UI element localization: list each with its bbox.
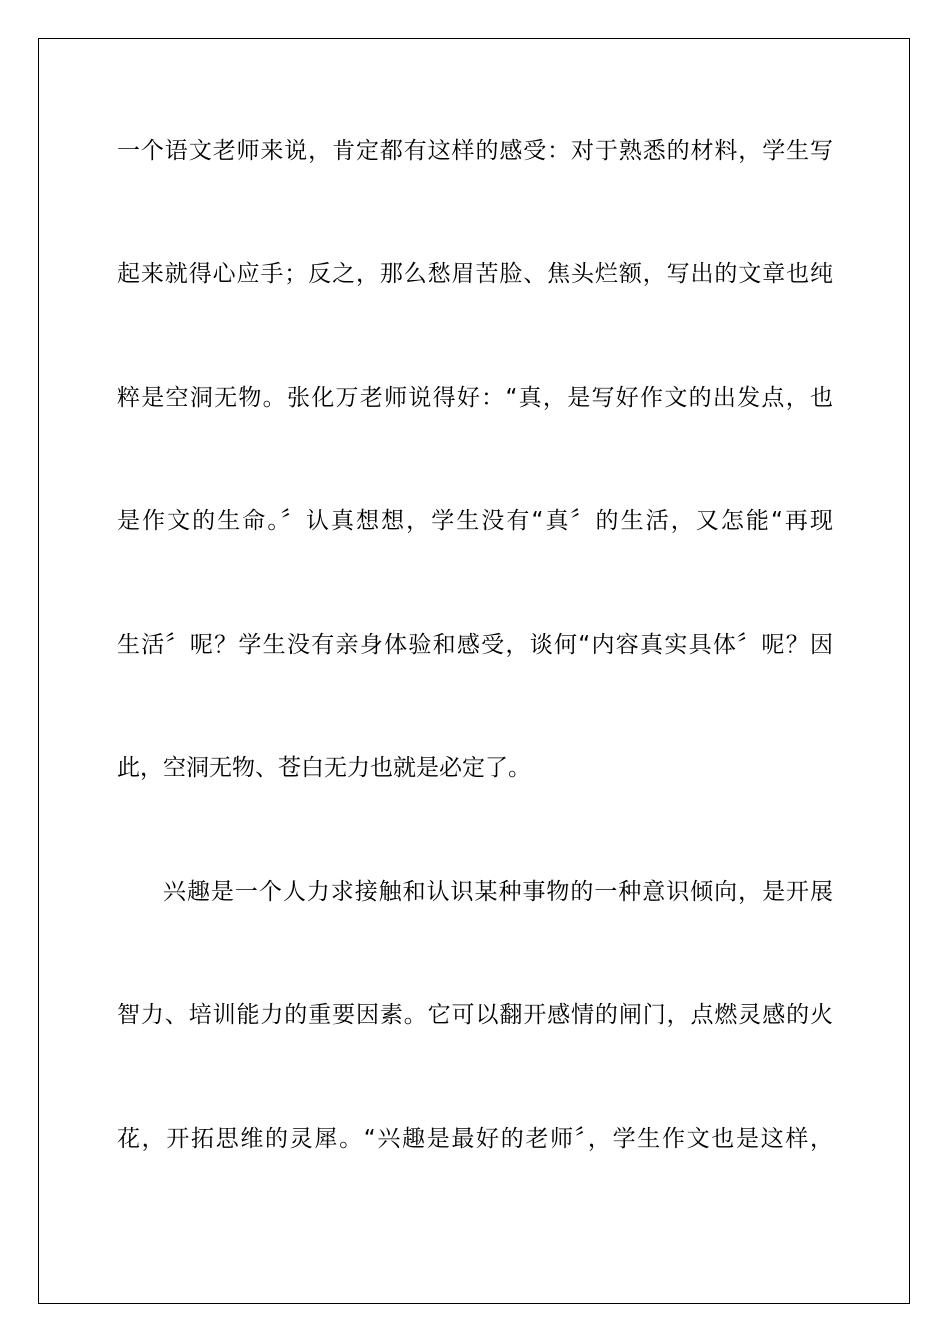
text-line-4: 是作文的生命。〞认真想想，学生没有“真〞的生活，又怎能“再现 [117, 508, 833, 534]
text-line-6: 此，空洞无物、苍白无力也就是必定了。 [117, 755, 531, 781]
text-line-3: 粹是空洞无物。张化万老师说得好：“真，是写好作文的出发点，也 [117, 385, 833, 411]
text-line-2: 起来就得心应手；反之，那么愁眉苦脸、焦头烂额，写出的文章也纯 [117, 261, 833, 287]
text-line-9: 花，开拓思维的灵犀。“兴趣是最好的老师〞，学生作文也是这样， [117, 1126, 833, 1152]
text-line-5: 生活〞呢？学生没有亲身体验和感受，谈何“内容真实具体〞呢？因 [117, 632, 833, 658]
text-line-1: 一个语文老师来说，肯定都有这样的感受：对于熟悉的材料，学生写 [117, 138, 833, 164]
text-line-8: 智力、培训能力的重要因素。它可以翻开感情的闸门，点燃灵感的火 [117, 1002, 833, 1028]
page-border [38, 38, 910, 1304]
text-line-7: 兴趣是一个人力求接触和认识某种事物的一种意识倾向，是开展 [163, 879, 833, 905]
